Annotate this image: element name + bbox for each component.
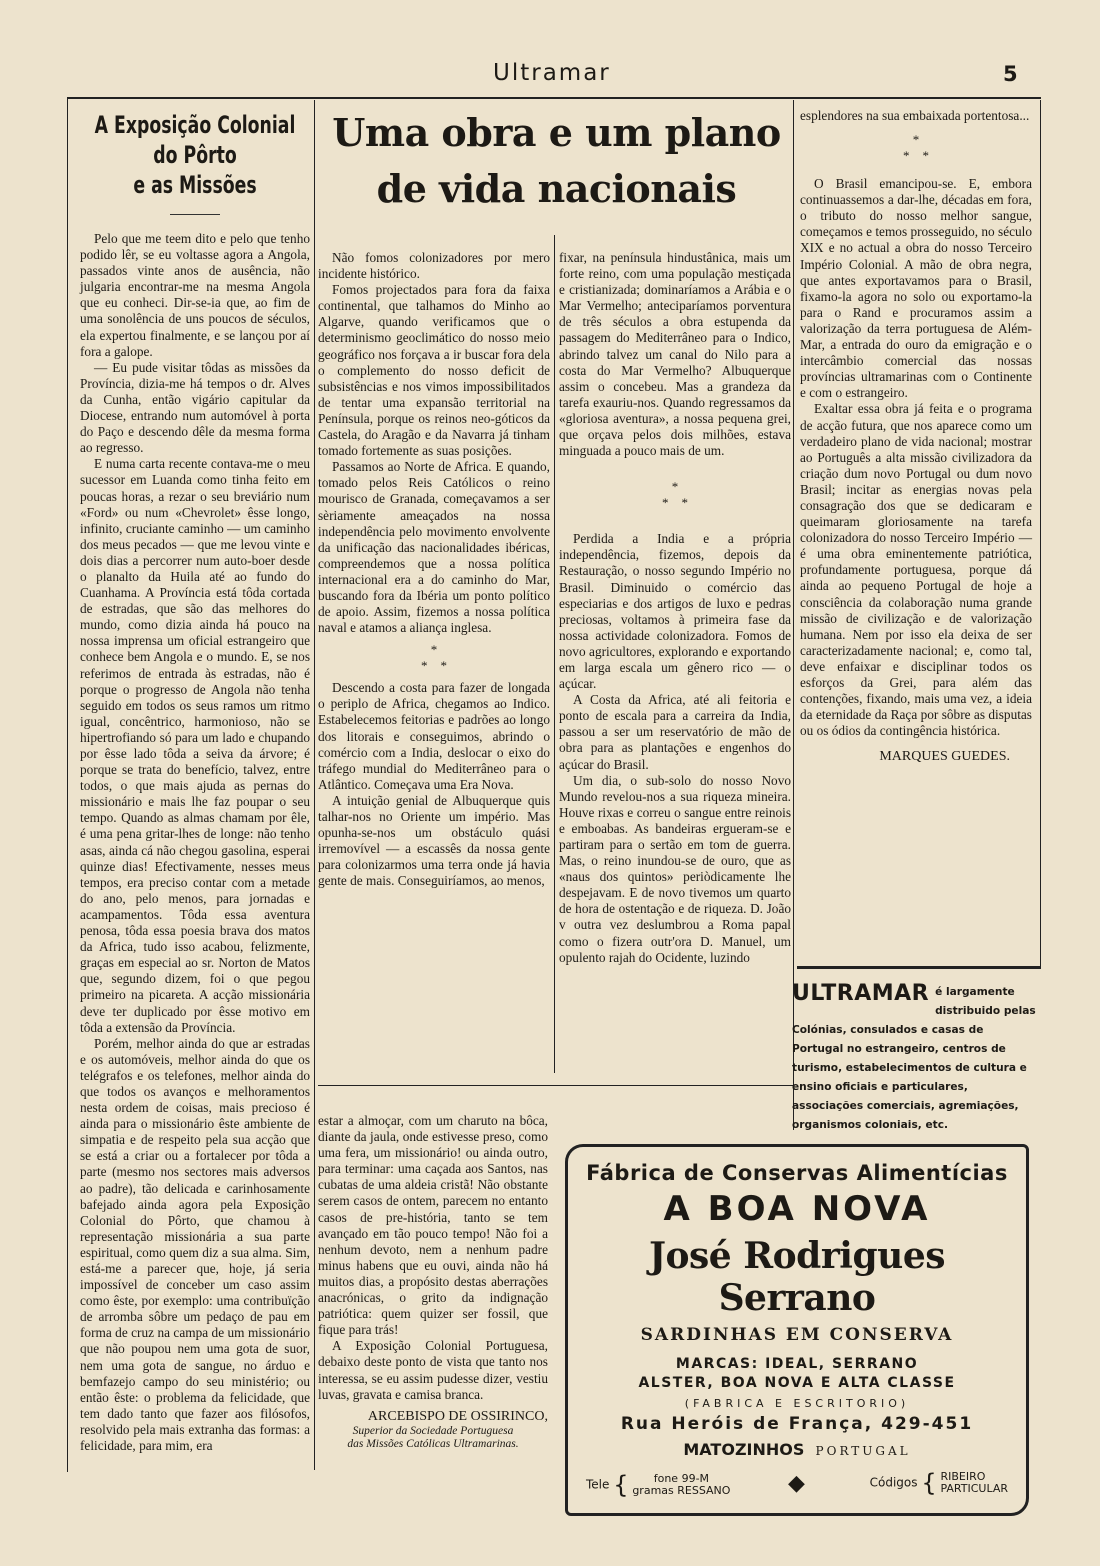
- masthead: Ultramar: [493, 60, 611, 86]
- paragraph: Descendo a costa para fazer de longada o periplo de Africa, chegamos ao Indico. Estabelecemos feitorias e padrões ao longo dos litorais e conseguimos, abrindo o comércio com a India, deslocar o eixo do tráfego mundial do Mediterrâneo para o Atlântico. Começava uma Era Nova.: [318, 680, 550, 792]
- paragraph: Fomos projectados para fora da faixa continental, que talhamos do Minho ao Algarve, quando verificamos que o determinismo geoclimático do nosso meio geográfico nos forçava a ir buscar fora dela o complemento do nosso deficit de subsistências e nos vimos impossibilitados de tentar uma expansão territorial na Península, porque os reinos neo-góticos da Castela, do Aragão e da Navarra já tinham tomado fortemente as suas posições.: [318, 282, 550, 459]
- ad-telephone: Tele { fone 99-M gramas RESSANO: [586, 1471, 731, 1499]
- paragraph: estar a almoçar, com um charuto na bôca, diante da jaula, onde estivesse preso, como uma fera, um missionário! ou ainda outro, para terminar: uma caçada aos Santos, nas cubatas de uma aldeia cristã! Não obstante serem casos de ontem, parecem no entanto casos de pre-história, tanto se tem avançado em tão pouco tempo! Não foi a nenhum devoto, nem a nenhum padre minus habens que eu ouvi, ainda não há muitos dias, a propósito destas aberrações anacrónicas, o grito da indignação patriótica: quem quizer ser fossil, que fique para trás!: [318, 1113, 548, 1338]
- section-stars: * * *: [903, 132, 929, 164]
- ad-product: SARDINHAS EM CONSERVA: [640, 1325, 954, 1345]
- ad-brands: ALSTER, BOA NOVA E ALTA CLASSE: [638, 1375, 956, 1391]
- diamond-icon: ◆: [788, 1471, 805, 1496]
- top-rule: [67, 97, 1041, 99]
- boa-nova-advertisement: [565, 1144, 1029, 1516]
- ad-address: Rua Heróis de França, 429-451: [620, 1414, 974, 1434]
- ad-line: Fábrica de Conservas Alimentícias: [586, 1161, 1008, 1185]
- ultramar-distribution-notice: [792, 982, 1038, 1132]
- ad-city: MATOZINHOS PORTUGAL: [683, 1440, 911, 1459]
- ad-owner-name: José Rodrigues Serrano: [648, 1235, 945, 1319]
- right-frame-rule: [1040, 100, 1041, 966]
- paragraph: Um dia, o sub-solo do nosso Novo Mundo revelou-nos a sua riqueza mineira. Houve rixas e correu o sangue entre reinois e emboabas. As bandeiras ergueram-se e partiram para o sertão em tom de guerra. Mas, o reino inundou-se de ouro, que as «naus dos quintos» periòdicamente lhe despejavam. E de novo tivemos um quarto de hora de ostentação e de riqueza. D. João v outra vez deslumbrou a Roma papal como o fizera outr'ora D. Manuel, um opulento rajah do Ocidente, luzindo: [559, 772, 791, 965]
- paragraph: Exaltar essa obra já feita e o programa de acção futura, que nos aparece como um verdadeiro plano de vida nacional; mostrar ao Português a alta missão civilizadora da criação dum novo Portugal ou dum novo Brasil; incitar as energias novas pela consagração dos que se dedicaram e queimaram gloriosamente na tarefa colonizadora do nosso Terceiro Império — é uma obra eminentemente patriótica, profundamente portuguesa, porque dá ainda ao pequeno Portugal de hoje a consciência da colaboração numa grande missão de civilização e de valorização humana. Nem por isso ela deixa de ser caracterizadamente nacional; e, como tal, deve enfaixar e disciplinar todos os esforços da Grei, para além das contenções, fixando, mais uma vez, a ideia da eternidade da Raça por sôbre as disputas ou os ódios da contingência histórica.: [800, 401, 1032, 739]
- paragraph: E numa carta recente contava-me o meu sucessor em Luanda como tinha feito em poucas horas, a rezar o seu breviário num «Ford» ou num «Chevrolet» êsse longo, infinito, cruciante caminho — um caminho dos meus pecados — que me levou vinte e dois dias a percorrer num auto-boer desde o planalto da Huila até ao fundo do Cuanhama. A Província está tôda cortada de estradas, que são das melhores do mundo, como dizia ainda há pouco na nossa imprensa um oficial estrangeiro que conhece bem Angola e o mundo. E, se nos referimos de entrada às estradas, não é porque o progresso de Angola não tenha seguido em todos os seus ramos um ritmo igual, concêntrico, harmonioso, não se hipertrofiando só para um lado e chupando por êsse lado tôda a seiva da árvore; é porque se trata do benefício, talvez, entre todos, o que mais ajuda as pernas do missionário e mais lhe faz poupar o seu tempo. Quando as almas chamam por êle, é uma pena gritar-lhes de longe: não tenho asas, ainda cá não chegou gasolina, esperai quinze dias! Efectivamente, nesses meus tempos, era preciso contar com a metade do ano, pelo menos, para jornadas e acampamentos. Tôda essa aventura penosa, tôda essa poesia brava dos matos da Africa, tudo isso acabou, felizmente, graças em especial ao sr. Norton de Matos que, segundo dizem, foi o que pegou primeiro na picareta. A acção missionária deve ter duplicado por êsse motivo em tôda a extensão da Província.: [80, 456, 310, 1035]
- notice-text: é largamente distribuido pelas Colónias, consulados e casas de Portugal no estrangeiro, centros de turismo, estabelecimentos de cultura e ensino oficiais e particulares, associações comerciais, agremiações, organismos coloniais, etc.: [792, 986, 1036, 1131]
- brace-icon: {: [613, 1471, 629, 1499]
- article-obra-col1: [318, 250, 550, 889]
- paragraph: A Exposição Colonial Portuguesa, debaixo deste ponto de vista que tanto nos interessa, se eu assim pudesse dizer, vestiu luvas, gravata e camisa branca.: [318, 1338, 548, 1402]
- paragraph: A intuição genial de Albuquerque quis talhar-nos no Oriente um império. Mas opunha-se-nos um obstáculo quási irremovível — a escassês da nossa gente para colonizarmos uma terra onde já havia gente de mais. Conseguiríamos, ao menos,: [318, 792, 550, 889]
- left-frame-rule: [67, 97, 68, 1472]
- signature-role: Superior da Sociedade Portuguesa: [352, 1424, 514, 1437]
- ad-footer: [586, 1469, 1008, 1499]
- column-rule-2: [554, 235, 555, 1073]
- signature: ARCEBISPO DE OSSIRINCO,: [367, 1408, 548, 1424]
- section-stars: * * *: [662, 479, 688, 511]
- ad-factory-label: (FABRICA E ESCRITORIO): [684, 1397, 910, 1410]
- brace-icon: {: [921, 1469, 937, 1497]
- ad-company-name: A BOA NOVA: [663, 1189, 931, 1229]
- article-title-line1: A Exposição Colonial do Pôrto: [94, 111, 296, 169]
- title-divider: [170, 214, 220, 215]
- paragraph: O Brasil emancipou-se. E, embora continuassemos a dar-lhe, décadas em fora, o tributo do nosso melhor sangue, começamos e temos prosseguido, no século XIX e no actual a obra do nosso Terceiro Império Colonial. A mão de obra negra, que antes exportavamos para o Brasil, fixamo-la agora no solo ou exportamo-la para o Rand e procuramos assim a valorização da terra portuguesa de Além-Mar, a entrada do ouro da emigração e o intercâmbio comercial das nossas províncias ultramarinas com o Continente e com o estrangeiro.: [800, 176, 1032, 401]
- article-obra-col3: [800, 108, 1032, 765]
- article-title: Uma obra e um plano de vida nacionais: [332, 110, 781, 211]
- ad-top-rule: [797, 966, 1041, 969]
- paragraph: Porém, melhor ainda do que ar estradas e os automóveis, melhor ainda do que os telégrafos e os telefones, melhor ainda do que todos os avanços e melhoramentos nesta ordem de coisas, mais precioso é ainda para o missionário êste ambiente de simpatia e de respeito pela sua acção que se está a criar ou a fortalecer por tôda a parte (mesmo nos sectores mais adversos ao padre), tão delicada e carinhosamente bafejado ainda agora pela Exposição Colonial do Pôrto, que chamou à representação missionária a sua parte espiritual, como quem diz a sua alma. Sim, está-me a parecer que, hoje, já seria impossível de conceber um caso assim como êste, por exemplo: uma contribuïção de arromba sôbre um pedaço de pau em forma de cruz na campa de um missionário que não poupou nem uma gota de suor, nem uma gota de sangue, no árduo e bemfazejo campo do seu ministério; ou então êste: o problema da felicidade, que tem dado tanto que fazer aos filósofos, resolvido pela mais extranha das formas: a felicidade, para mim, era: [80, 1035, 310, 1454]
- paragraph: fixar, na península hindustânica, mais um forte reino, com uma população mestiçada e cristianizada; dominaríamos a Arábia e o Mar Vermelho; anteciparíamos porventura de três séculos a obra estupenda da passagem do Mediterrâneo para o Indico, abrindo talvez um canal do Nilo para a costa do Mar Vermelho? Albuquerque assim o concebeu. Mas a grandeza da tarefa exauriu-nos. Quando regressamos da «gloriosa aventura», a nossa pequena grei, que orçava pelos dois milhões, estava minguada a pouco mais de um.: [559, 250, 791, 459]
- article-exposicao: [80, 110, 310, 1454]
- paragraph: Passamos ao Norte de Africa. E quando, tomado pelos Reis Católicos o reino mourisco de Granada, começavamos a ser sèriamente ameaçados na nossa independência pelo movimento envolvente da unificação das nacionalidades ibéricas, compreendemos que a nossa política internacional era a do caminho do Mar, buscando fora da Ibéria um ponto político de apoio. Assim, fizemos a nossa política naval e atamos a aliança inglesa.: [318, 459, 550, 636]
- column-rule-1: [314, 100, 315, 1470]
- column-rule-3: [793, 100, 794, 1130]
- paragraph: Perdida a India e a própria independência, fizemos, depois da Restauração, o nosso segundo Império no Brasil. Diminuido o comércio das especiarias e dos artigos de luxo e pedras preciosas, voltamos à primeira fase da nossa actividade colonizadora. Fomos de novo agricultores, explorando e exportando em larga escala um gênero rico — o açúcar.: [559, 531, 791, 692]
- article-bottom-rule: [318, 1085, 794, 1086]
- paragraph: A Costa da Africa, até ali feitoria e ponto de escala para a carreira da India, passou a ser um reservatório de mão de obra para as plantações e engenhos do açúcar do Brasil.: [559, 692, 791, 772]
- page-number: 5: [1003, 62, 1018, 86]
- paragraph: Não fomos colonizadores por mero incidente histórico.: [318, 250, 550, 282]
- paragraph: — Eu pude visitar tôdas as missões da Província, dizia-me há tempos o dr. Alves da Cunha, então vigário capitular da Diocese, entrando num automóvel à porta do Paço e descendo dêle da mesma forma ao regresso.: [80, 359, 310, 456]
- article-obra-col2: [559, 250, 791, 966]
- signature-role: das Missões Católicas Ultramarinas.: [347, 1437, 519, 1450]
- article-exposicao-continued: [318, 1113, 548, 1451]
- signature: MARQUES GUEDES.: [879, 749, 1010, 765]
- ad-codes: Códigos { RIBEIRO PARTICULAR: [869, 1469, 1008, 1497]
- page-header: [0, 58, 1100, 88]
- section-stars: * * *: [421, 642, 447, 674]
- notice-brand: ULTRAMAR: [792, 981, 930, 1006]
- article-title-line2: e as Missões: [133, 171, 257, 199]
- paragraph: esplendores na sua embaixada portentosa...: [800, 108, 1030, 123]
- paragraph: Pelo que me teem dito e pelo que tenho podido lêr, se eu voltasse agora a Angola, passados vinte anos de ausência, não julgaria encontrar-me na mesma Angola que eu conheci. Dir-se-ia que, ao fim de uma sonolência de uns poucos de séculos, ela expertou finalmente, e se lançou por aí fora a galope.: [80, 231, 310, 359]
- ad-brands: MARCAS: IDEAL, SERRANO: [675, 1356, 919, 1372]
